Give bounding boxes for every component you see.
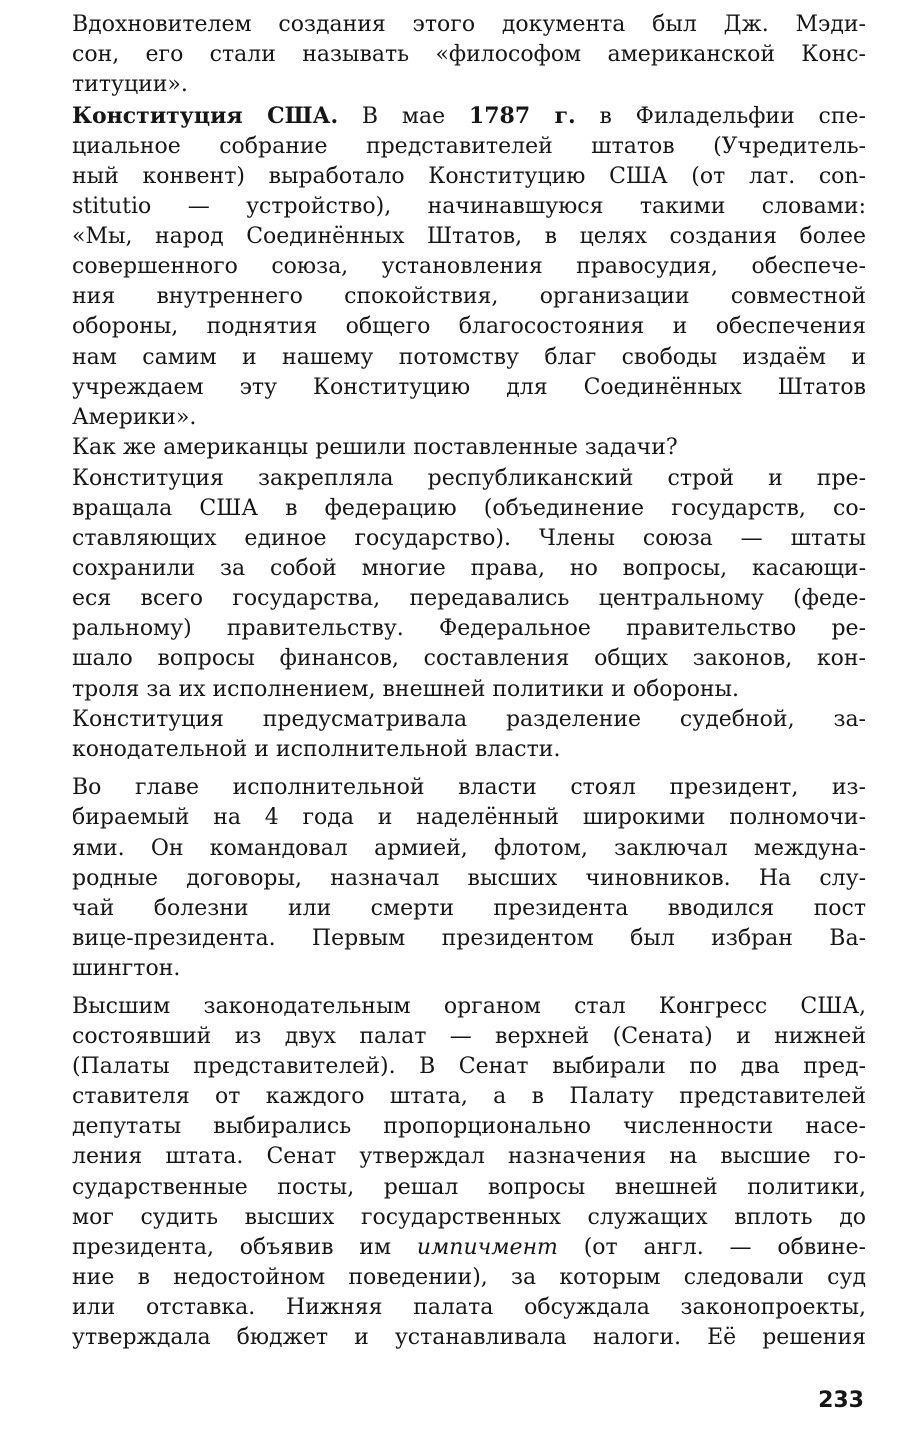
text-line: Высшим законодательным органом стал Конгресс США, <box>72 994 866 1019</box>
text-line: обороны, поднятия общего благосостояния и обеспечения <box>72 314 866 340</box>
text-line: Америки». <box>72 404 197 430</box>
text-line: вице-президента. Первым президентом был избран Ва- <box>72 925 866 951</box>
text-line: сударственные посты, решал вопросы внешней политики, <box>72 1174 866 1200</box>
text-line: stitutio — устройство), начинавшуюся такими словами: <box>72 194 866 220</box>
paragraph-separation-of-powers <box>36 705 866 765</box>
term-impeachment: импичмент <box>416 1234 558 1260</box>
paragraph-president <box>36 773 866 984</box>
text-line: депутаты выбирались пропорционально численности насе- <box>72 1114 866 1140</box>
text-line: Конституция предусматривала разделение судебной, за- <box>72 707 866 733</box>
text-line: утверждала бюджет и устанавливала налоги. Её решения <box>72 1325 866 1351</box>
section-heading: Конституция США. <box>72 102 339 129</box>
page-number: 233 <box>818 1388 864 1413</box>
text-line: Конституция закрепляла республиканский строй и пре- <box>72 465 866 491</box>
text-line: «Мы, народ Соединённых Штатов, в целях создания более <box>72 224 866 250</box>
text-line: Во главе исполнительной власти стоял президент, из- <box>72 775 866 801</box>
text-line: ральному) правительству. Федеральное правительство ре- <box>72 616 866 642</box>
body-text <box>36 10 866 1354</box>
text-line: конодательной и исполнительной власти. <box>72 737 561 763</box>
paragraph-federation <box>36 464 866 705</box>
text-line: сон, его стали называть «философом американской Конс- <box>72 42 866 68</box>
text-line: еся всего государства, передавались центральному (феде- <box>72 586 866 612</box>
text-line: родные договоры, назначал высших чиновников. На слу- <box>72 865 866 891</box>
text-line: Как же американцы решили поставленные задачи? <box>72 435 678 461</box>
text-line: сохранили за собой многие права, но вопросы, касающи- <box>72 556 866 582</box>
text-line: учреждаем эту Конституцию для Соединённых Штатов <box>72 374 866 400</box>
paragraph-us-constitution <box>36 101 866 433</box>
text-line: (Палаты представителей). В Сенат выбирали по два пред- <box>72 1054 866 1080</box>
text-line: циальное собрание представителей штатов (Учредитель- <box>72 133 866 159</box>
text-line: ления штата. Сенат утверждал назначения на высшие го- <box>72 1144 866 1170</box>
text-line: нам самим и нашему потомству благ свободы издаём и <box>72 344 866 370</box>
text-line: ние в недостойном поведении), за которым следовали суд <box>72 1264 866 1290</box>
text-line: шингтон. <box>72 955 181 981</box>
text-line: бираемый на 4 года и наделённый широкими полномочи- <box>72 805 866 831</box>
text-line: Вдохновителем создания этого документа был Дж. Мэди- <box>72 12 866 37</box>
text-line: президента, объявив им импичмент (от англ. — обвине- <box>72 1234 866 1260</box>
text-line: Конституция США. В мае 1787 г. в Филадельфии спе- <box>72 102 866 129</box>
text-line: ния внутреннего спокойствия, организации совместной <box>72 284 866 310</box>
text-line: вращала США в федерацию (объединение государств, со- <box>72 496 866 521</box>
paragraph-question <box>36 433 866 463</box>
text-line: совершенного союза, установления правосудия, обеспече- <box>72 254 866 280</box>
text-line: мог судить высших государственных служащих вплоть до <box>72 1204 866 1230</box>
paragraph-congress <box>36 992 866 1353</box>
text-line: титуции». <box>72 72 188 98</box>
paragraph-madison <box>36 10 866 100</box>
text-line: ями. Он командовал армией, флотом, заключал междуна- <box>72 835 866 861</box>
text-line: или отставка. Нижняя палата обсуждала законопроекты, <box>72 1294 866 1320</box>
text-line: шало вопросы финансов, составления общих законов, кон- <box>72 646 866 672</box>
text-line: состоявший из двух палат — верхней (Сената) и нижней <box>72 1024 866 1050</box>
text-line: ставителя от каждого штата, а в Палату представителей <box>72 1084 866 1110</box>
text-line: троля за их исполнением, внешней политики и обороны. <box>72 676 740 702</box>
text-line: ставляющих единое государство). Члены союза — штаты <box>72 526 866 552</box>
text-line: ный конвент) выработало Конституцию США (от лат. con- <box>72 163 866 189</box>
text-line: чай болезни или смерти президента вводился пост <box>72 895 866 921</box>
year-1787: 1787 г. <box>468 102 576 129</box>
